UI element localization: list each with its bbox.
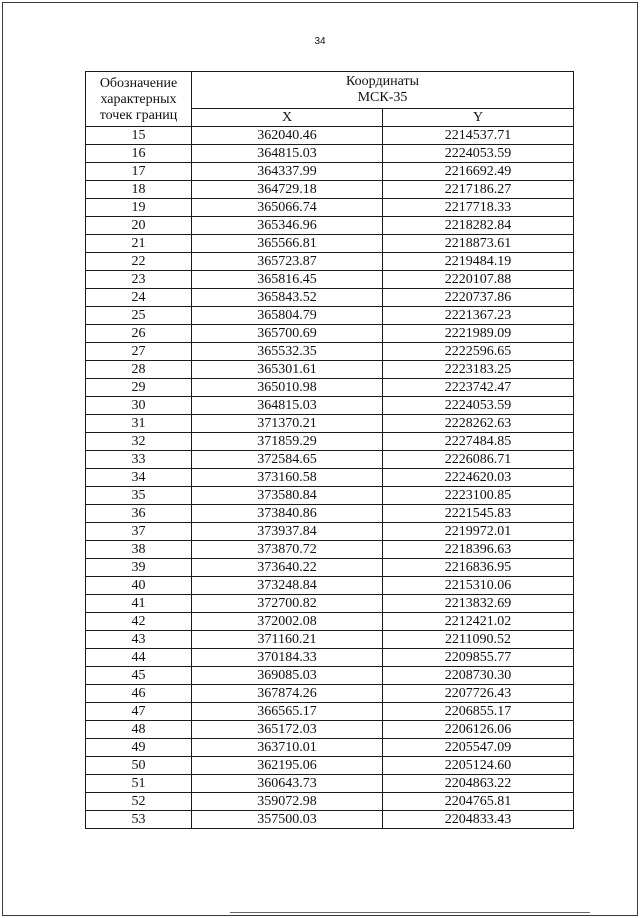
- x-coordinate-cell: 373937.84: [192, 523, 383, 541]
- point-number-cell: 39: [86, 559, 192, 577]
- table-row: [86, 217, 574, 235]
- x-coordinate-cell: 364815.03: [192, 397, 383, 415]
- y-coordinate-cell: 2224620.03: [383, 469, 574, 487]
- x-coordinate-cell: 365700.69: [192, 325, 383, 343]
- table-row: [86, 415, 574, 433]
- x-coordinate-cell: 364337.99: [192, 163, 383, 181]
- point-number-cell: 43: [86, 631, 192, 649]
- table-row: [86, 613, 574, 631]
- page-bottom-rule: [230, 912, 590, 913]
- x-coordinate-cell: 362040.46: [192, 127, 383, 145]
- coordinates-header: [192, 72, 574, 109]
- y-coordinate-cell: 2204833.43: [383, 811, 574, 829]
- x-coordinate-cell: 366565.17: [192, 703, 383, 721]
- point-number-cell: 53: [86, 811, 192, 829]
- x-coordinate-cell: 365346.96: [192, 217, 383, 235]
- y-coordinate-cell: 2218396.63: [383, 541, 574, 559]
- x-column-header: X: [192, 109, 383, 127]
- x-coordinate-cell: 365804.79: [192, 307, 383, 325]
- y-coordinate-cell: 2226086.71: [383, 451, 574, 469]
- x-coordinate-cell: 370184.33: [192, 649, 383, 667]
- point-number-cell: 21: [86, 235, 192, 253]
- table-row: [86, 307, 574, 325]
- point-number-cell: 19: [86, 199, 192, 217]
- y-coordinate-cell: 2224053.59: [383, 145, 574, 163]
- x-coordinate-cell: 372584.65: [192, 451, 383, 469]
- point-number-cell: 28: [86, 361, 192, 379]
- table-body: [86, 127, 574, 829]
- point-number-cell: 32: [86, 433, 192, 451]
- y-coordinate-cell: 2216836.95: [383, 559, 574, 577]
- point-number-cell: 29: [86, 379, 192, 397]
- point-number-cell: 46: [86, 685, 192, 703]
- point-number-cell: 30: [86, 397, 192, 415]
- x-coordinate-cell: 371160.21: [192, 631, 383, 649]
- x-coordinate-cell: 369085.03: [192, 667, 383, 685]
- table-row: [86, 631, 574, 649]
- x-coordinate-cell: 364815.03: [192, 145, 383, 163]
- y-coordinate-cell: 2228262.63: [383, 415, 574, 433]
- x-coordinate-cell: 362195.06: [192, 757, 383, 775]
- table-row: [86, 559, 574, 577]
- table-row: [86, 595, 574, 613]
- table-row: [86, 451, 574, 469]
- point-number-cell: 25: [86, 307, 192, 325]
- point-number-cell: 24: [86, 289, 192, 307]
- point-number-cell: 37: [86, 523, 192, 541]
- x-coordinate-cell: 367874.26: [192, 685, 383, 703]
- table-row: [86, 775, 574, 793]
- point-number-cell: 35: [86, 487, 192, 505]
- y-coordinate-cell: 2216692.49: [383, 163, 574, 181]
- y-coordinate-cell: 2220107.88: [383, 271, 574, 289]
- table-row: [86, 505, 574, 523]
- table-row: [86, 469, 574, 487]
- x-coordinate-cell: 372002.08: [192, 613, 383, 631]
- table-row: [86, 649, 574, 667]
- point-number-cell: 47: [86, 703, 192, 721]
- x-coordinate-cell: 365816.45: [192, 271, 383, 289]
- y-coordinate-cell: 2204863.22: [383, 775, 574, 793]
- y-coordinate-cell: 2212421.02: [383, 613, 574, 631]
- table-header: [86, 72, 574, 127]
- y-coordinate-cell: 2205547.09: [383, 739, 574, 757]
- point-number-cell: 23: [86, 271, 192, 289]
- point-number-cell: 44: [86, 649, 192, 667]
- page-number: 34: [314, 36, 326, 47]
- x-coordinate-cell: 373580.84: [192, 487, 383, 505]
- table-row: [86, 127, 574, 145]
- y-coordinate-cell: 2221367.23: [383, 307, 574, 325]
- point-number-cell: 52: [86, 793, 192, 811]
- y-coordinate-cell: 2206855.17: [383, 703, 574, 721]
- table-row: [86, 541, 574, 559]
- x-coordinate-cell: 365723.87: [192, 253, 383, 271]
- x-coordinate-cell: 365843.52: [192, 289, 383, 307]
- y-coordinate-cell: 2220737.86: [383, 289, 574, 307]
- table-row: [86, 685, 574, 703]
- point-number-cell: 27: [86, 343, 192, 361]
- point-number-cell: 38: [86, 541, 192, 559]
- point-number-cell: 41: [86, 595, 192, 613]
- x-coordinate-cell: 371859.29: [192, 433, 383, 451]
- y-column-header: Y: [383, 109, 574, 127]
- x-coordinate-cell: 357500.03: [192, 811, 383, 829]
- point-number-cell: 49: [86, 739, 192, 757]
- y-coordinate-cell: 2214537.71: [383, 127, 574, 145]
- y-coordinate-cell: 2223742.47: [383, 379, 574, 397]
- point-number-cell: 31: [86, 415, 192, 433]
- table-row: [86, 379, 574, 397]
- x-coordinate-cell: 363710.01: [192, 739, 383, 757]
- y-coordinate-cell: 2218282.84: [383, 217, 574, 235]
- point-number-cell: 20: [86, 217, 192, 235]
- x-coordinate-cell: 364729.18: [192, 181, 383, 199]
- table-row: [86, 289, 574, 307]
- x-coordinate-cell: 360643.73: [192, 775, 383, 793]
- y-coordinate-cell: 2223100.85: [383, 487, 574, 505]
- y-coordinate-cell: 2205124.60: [383, 757, 574, 775]
- x-coordinate-cell: 373640.22: [192, 559, 383, 577]
- point-number-cell: 15: [86, 127, 192, 145]
- x-coordinate-cell: 365172.03: [192, 721, 383, 739]
- x-coordinate-cell: 359072.98: [192, 793, 383, 811]
- y-coordinate-cell: 2209855.77: [383, 649, 574, 667]
- table-row: [86, 523, 574, 541]
- table-row: [86, 199, 574, 217]
- point-number-cell: 36: [86, 505, 192, 523]
- point-number-cell: 40: [86, 577, 192, 595]
- table-row: [86, 577, 574, 595]
- x-coordinate-cell: 373840.86: [192, 505, 383, 523]
- point-number-cell: 33: [86, 451, 192, 469]
- y-coordinate-cell: 2204765.81: [383, 793, 574, 811]
- point-number-cell: 50: [86, 757, 192, 775]
- y-coordinate-cell: 2217186.27: [383, 181, 574, 199]
- y-coordinate-cell: 2208730.30: [383, 667, 574, 685]
- y-coordinate-cell: 2224053.59: [383, 397, 574, 415]
- point-number-cell: 42: [86, 613, 192, 631]
- y-coordinate-cell: 2218873.61: [383, 235, 574, 253]
- y-coordinate-cell: 2217718.33: [383, 199, 574, 217]
- y-coordinate-cell: 2227484.85: [383, 433, 574, 451]
- point-number-cell: 48: [86, 721, 192, 739]
- y-coordinate-cell: 2221545.83: [383, 505, 574, 523]
- y-coordinate-cell: 2221989.09: [383, 325, 574, 343]
- x-coordinate-cell: 365066.74: [192, 199, 383, 217]
- y-coordinate-cell: 2207726.43: [383, 685, 574, 703]
- x-coordinate-cell: 365301.61: [192, 361, 383, 379]
- point-number-cell: 51: [86, 775, 192, 793]
- y-coordinate-cell: 2219972.01: [383, 523, 574, 541]
- table-row: [86, 145, 574, 163]
- point-number-cell: 26: [86, 325, 192, 343]
- coordinates-table: [85, 71, 574, 829]
- x-coordinate-cell: 371370.21: [192, 415, 383, 433]
- point-designation-header: Обозначение характерных точек границ: [86, 72, 192, 127]
- point-number-cell: 18: [86, 181, 192, 199]
- y-coordinate-cell: 2222596.65: [383, 343, 574, 361]
- y-coordinate-cell: 2213832.69: [383, 595, 574, 613]
- table-row: [86, 235, 574, 253]
- table-row: [86, 181, 574, 199]
- table-row: [86, 397, 574, 415]
- y-coordinate-cell: 2206126.06: [383, 721, 574, 739]
- table-row: [86, 253, 574, 271]
- table-row: [86, 343, 574, 361]
- x-coordinate-cell: 373160.58: [192, 469, 383, 487]
- table-row: [86, 325, 574, 343]
- point-number-cell: 17: [86, 163, 192, 181]
- x-coordinate-cell: 365010.98: [192, 379, 383, 397]
- point-number-cell: 34: [86, 469, 192, 487]
- x-coordinate-cell: 373870.72: [192, 541, 383, 559]
- point-number-cell: 45: [86, 667, 192, 685]
- x-coordinate-cell: 372700.82: [192, 595, 383, 613]
- table-row: [86, 811, 574, 829]
- point-number-cell: 16: [86, 145, 192, 163]
- table-row: [86, 361, 574, 379]
- y-coordinate-cell: 2211090.52: [383, 631, 574, 649]
- coordinates-title: Координаты: [346, 74, 419, 89]
- x-coordinate-cell: 365566.81: [192, 235, 383, 253]
- table-row: [86, 703, 574, 721]
- table-row: [86, 271, 574, 289]
- table-row: [86, 487, 574, 505]
- table-row: [86, 793, 574, 811]
- y-coordinate-cell: 2219484.19: [383, 253, 574, 271]
- table-row: [86, 739, 574, 757]
- table-row: [86, 433, 574, 451]
- coordinate-system: МСК-35: [357, 90, 408, 105]
- table-row: [86, 163, 574, 181]
- point-number-cell: 22: [86, 253, 192, 271]
- table-row: [86, 667, 574, 685]
- x-coordinate-cell: 365532.35: [192, 343, 383, 361]
- y-coordinate-cell: 2223183.25: [383, 361, 574, 379]
- x-coordinate-cell: 373248.84: [192, 577, 383, 595]
- table-row: [86, 721, 574, 739]
- table-row: [86, 757, 574, 775]
- y-coordinate-cell: 2215310.06: [383, 577, 574, 595]
